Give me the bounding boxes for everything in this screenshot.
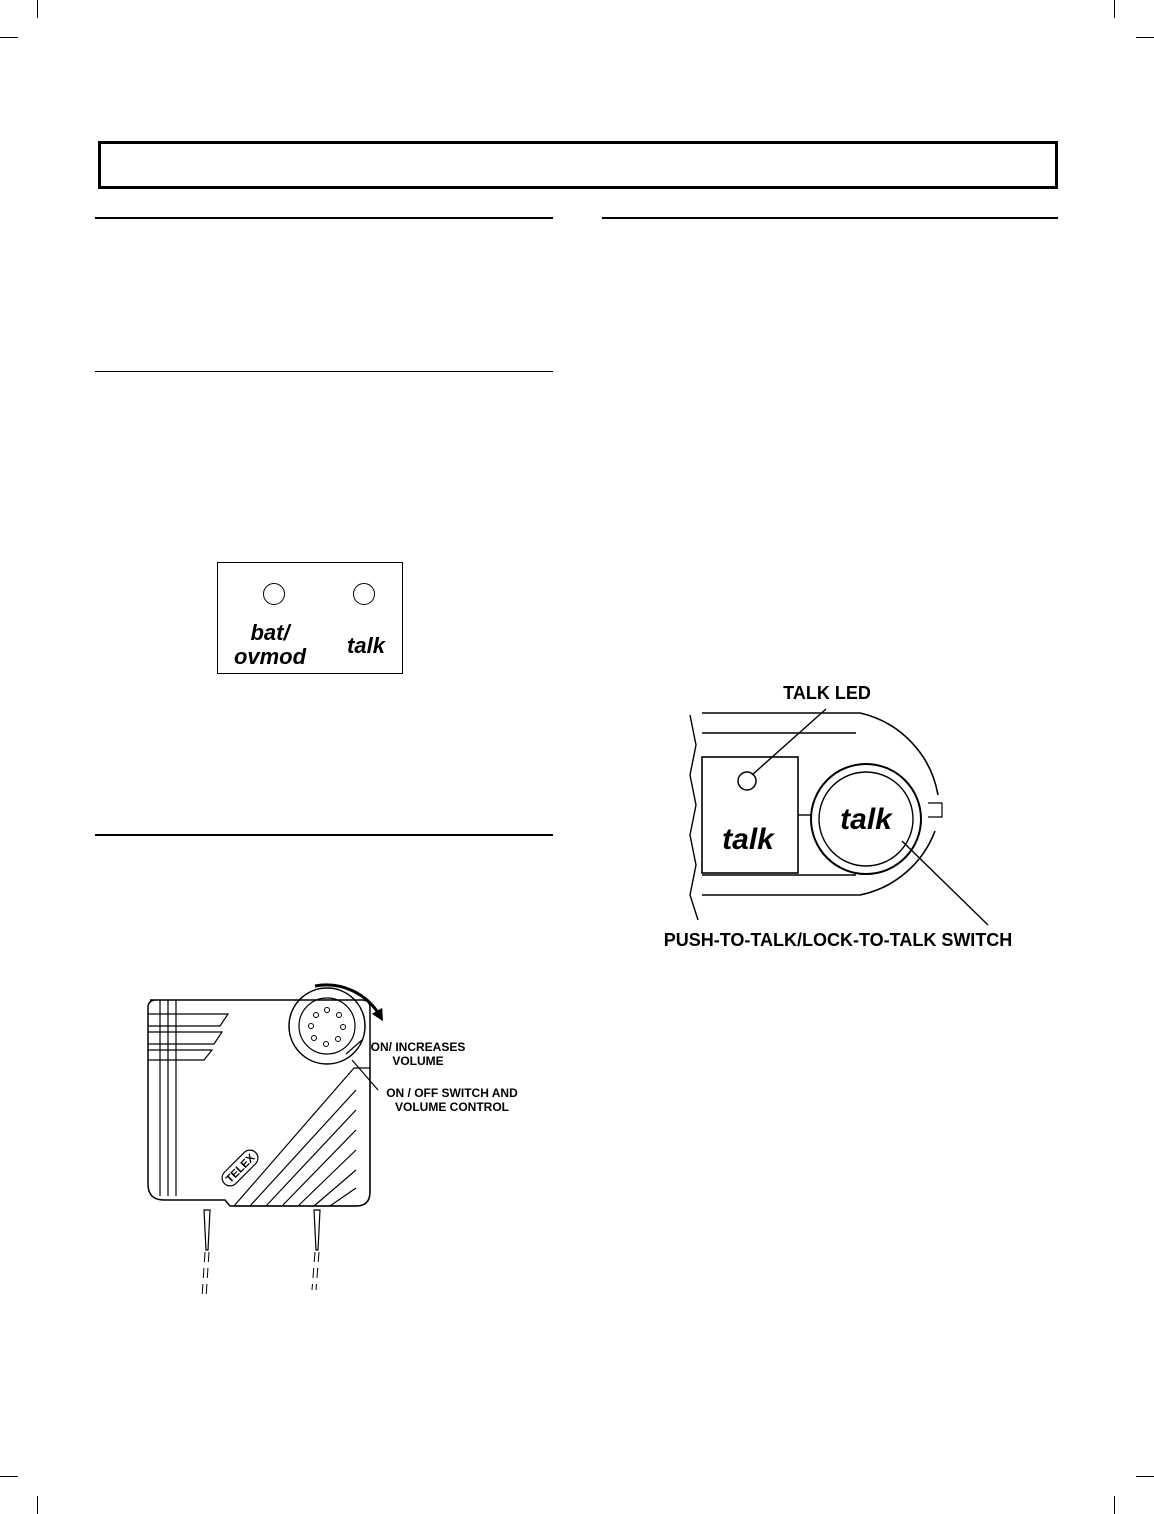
crop-mark-bottom-right-h bbox=[1136, 1476, 1154, 1477]
cord-left bbox=[204, 1210, 210, 1250]
crop-mark-top-right-v bbox=[1114, 0, 1115, 18]
callout-leader-switch bbox=[352, 1060, 378, 1090]
talk-led bbox=[353, 583, 375, 605]
stripe-3 bbox=[148, 1050, 212, 1060]
bat-ovmod-led bbox=[263, 583, 285, 605]
beltpack-illustration bbox=[130, 960, 550, 1305]
stripe-2 bbox=[148, 1032, 222, 1044]
section-rule-left-3 bbox=[95, 834, 553, 836]
ovmod-label-line2: ovmod bbox=[233, 644, 307, 669]
bat-ovmod-label bbox=[222, 621, 318, 669]
crop-mark-bottom-left-h bbox=[0, 1476, 18, 1477]
crop-mark-top-left-h bbox=[0, 37, 18, 38]
crop-mark-bottom-left-v bbox=[37, 1496, 38, 1514]
volume-knob-inner bbox=[299, 998, 355, 1054]
talk-label: talk bbox=[347, 633, 385, 658]
cord-right bbox=[314, 1210, 320, 1250]
talk-switch-illustration bbox=[640, 675, 1060, 960]
talk-led-callout: TALK LED bbox=[783, 683, 871, 703]
break-line bbox=[690, 715, 698, 920]
crop-mark-bottom-right-v bbox=[1114, 1496, 1115, 1514]
led-indicator-panel bbox=[217, 562, 403, 674]
beltpack-body bbox=[148, 1000, 370, 1206]
switch-leader bbox=[902, 841, 988, 925]
page-title-box bbox=[98, 141, 1058, 189]
section-rule-left-2 bbox=[95, 371, 553, 372]
section-rule-left-1 bbox=[95, 217, 553, 219]
talk-button-text: talk bbox=[840, 803, 892, 836]
knob-pins bbox=[309, 1008, 346, 1047]
talk-panel-text: talk bbox=[722, 823, 774, 856]
switch-callout: PUSH-TO-TALK/LOCK-TO-TALK SWITCH bbox=[663, 930, 1013, 950]
callout-switch-line1: ON / OFF SWITCH AND bbox=[386, 1086, 518, 1100]
callout-on-line1: ON/ INCREASES bbox=[370, 1040, 466, 1054]
telex-logo-text: TELEX bbox=[223, 1151, 258, 1186]
crop-mark-top-left-v bbox=[37, 0, 38, 18]
bat-label-line1: bat/ bbox=[250, 620, 290, 645]
section-rule-right-1 bbox=[602, 217, 1058, 219]
crop-mark-top-right-h bbox=[1136, 37, 1154, 38]
callout-switch-line2: VOLUME CONTROL bbox=[395, 1100, 509, 1114]
callout-on-line2: VOLUME bbox=[392, 1054, 444, 1068]
